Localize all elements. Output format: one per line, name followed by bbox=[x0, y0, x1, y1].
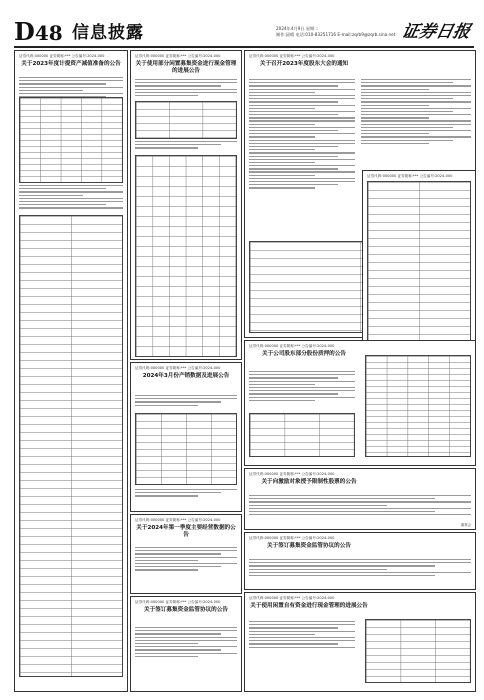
notice-code: 证券代码:000000 证券简称:*** 公告编号:2024-000 bbox=[135, 518, 221, 522]
notice-body bbox=[249, 559, 471, 578]
notice-5[interactable] bbox=[130, 362, 242, 512]
notice-title: 关于2024年第一季度主要经营数据的公告 bbox=[136, 525, 236, 538]
masthead bbox=[14, 17, 474, 48]
notice-table bbox=[19, 215, 123, 677]
section-title: 信息披露 bbox=[72, 23, 144, 43]
notice-code: 证券代码:000000 证券简称:*** 公告编号:2024-000 bbox=[135, 366, 221, 370]
notice-title: 关于召开2023年度股东大会的通知 bbox=[259, 61, 349, 67]
notice-body bbox=[249, 621, 355, 650]
notice-body bbox=[249, 495, 471, 517]
notice-title: 关于签订募集资金监管协议的公告 bbox=[144, 607, 228, 613]
notice-table bbox=[135, 101, 237, 139]
notice-title: 关于使用闲置自有资金进行现金管理的进展公告 bbox=[250, 603, 368, 609]
notice-code: 证券代码:000000 证券简称:*** 公告编号:2024-000 bbox=[367, 174, 453, 178]
notice-6[interactable] bbox=[244, 340, 476, 466]
page-number: D48 bbox=[14, 17, 63, 46]
notice-10[interactable] bbox=[244, 592, 476, 692]
notice-code: 证券代码:000000 证券简称:*** 公告编号:2024-000 bbox=[19, 54, 105, 58]
notice-7[interactable] bbox=[130, 514, 242, 594]
notice-body bbox=[135, 547, 237, 573]
notice-body bbox=[135, 395, 237, 408]
notice-table bbox=[365, 619, 471, 683]
newspaper-logo: 证券日报 bbox=[399, 22, 473, 42]
notice-table bbox=[249, 413, 355, 457]
notice-body bbox=[249, 79, 355, 191]
notice-body bbox=[135, 79, 237, 98]
notice-table bbox=[365, 355, 471, 457]
notice-code: 证券代码:000000 证券简称:*** 公告编号:2024-000 bbox=[249, 472, 335, 476]
notice-4[interactable] bbox=[362, 170, 476, 356]
notice-body bbox=[135, 627, 237, 659]
notice-body bbox=[361, 79, 471, 146]
notice-table bbox=[19, 97, 123, 183]
notice-9[interactable] bbox=[130, 596, 242, 692]
notice-8[interactable] bbox=[244, 468, 476, 530]
notice-code: 证券代码:000000 证券简称:*** 公告编号:2024-000 bbox=[249, 536, 335, 540]
notice-code: 证券代码:000000 证券简称:*** 公告编号:2024-000 bbox=[249, 596, 335, 600]
notice-body bbox=[19, 185, 123, 211]
notice-1[interactable] bbox=[14, 50, 128, 692]
notice-code: 证券代码:000000 证券简称:*** 公告编号:2024-000 bbox=[135, 54, 221, 58]
notice-title: 关于2023年度计提资产减值准备的公告 bbox=[21, 61, 121, 67]
notice-code: 证券代码:000000 证券简称:*** 公告编号:2024-000 bbox=[249, 344, 335, 348]
notice-table bbox=[367, 181, 471, 349]
notice-body bbox=[135, 141, 237, 151]
editor-contact: 制作:邱晴 电话:010-83251716 E-mail:zqrb9@zqrb.sina.net bbox=[276, 32, 396, 37]
notice-title: 关于使用部分闲置募集资金进行现金管理的进展公告 bbox=[135, 61, 237, 74]
notice-title: 2024年3月份产销数据及进展公告 bbox=[142, 373, 230, 379]
notice-body bbox=[249, 371, 355, 403]
notice-title: 关于公司股东部分股份质押的公告 bbox=[262, 351, 346, 357]
notice-body bbox=[135, 489, 237, 499]
notice-body bbox=[19, 77, 123, 99]
notice-9b[interactable] bbox=[244, 532, 476, 590]
notice-2[interactable] bbox=[130, 50, 242, 360]
notice-code: 证券代码:000000 证券简称:*** 公告编号:2024-000 bbox=[135, 600, 221, 604]
notice-title: 关于向激励对象授予限制性股票的公告 bbox=[261, 479, 357, 485]
notice-title: 关于签订募集资金监管协议的公告 bbox=[267, 543, 351, 549]
issue-date: 2024年4月9日 星期二 bbox=[276, 26, 319, 31]
notice-code: 证券代码:000000 证券简称:*** 公告编号:2024-000 bbox=[249, 54, 335, 58]
notice-signature: 董事会 bbox=[460, 522, 471, 527]
notice-table bbox=[135, 413, 237, 485]
header-info bbox=[276, 26, 416, 38]
notice-table bbox=[135, 155, 237, 357]
